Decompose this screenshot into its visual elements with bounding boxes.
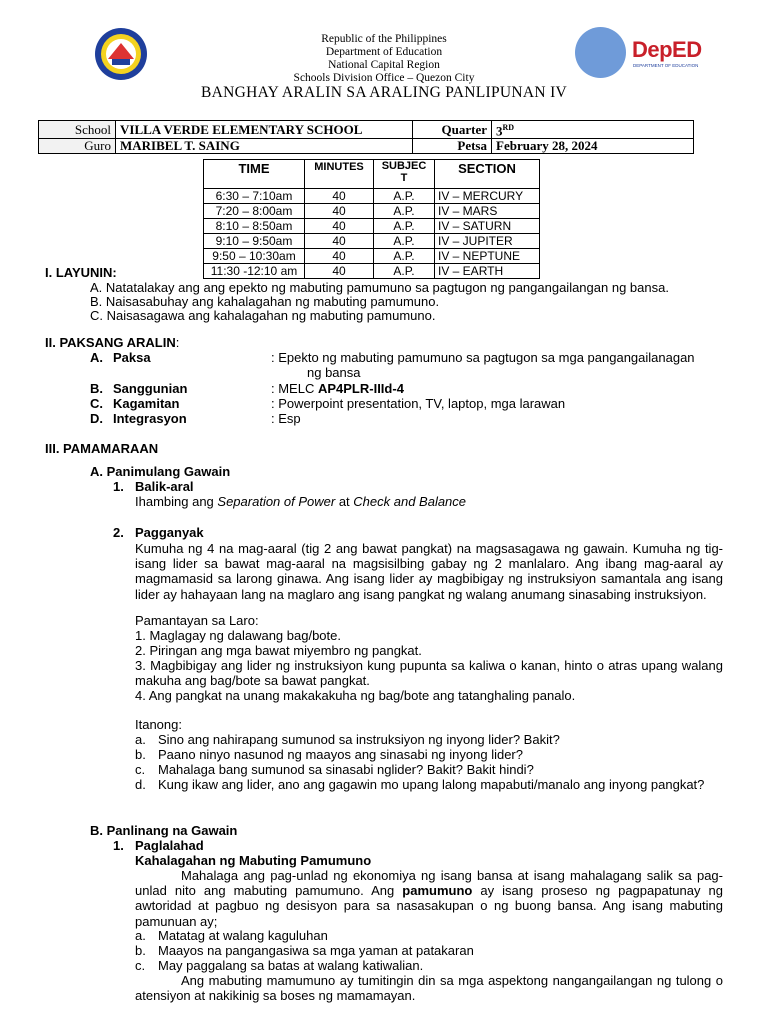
schedule-cell: A.P.	[374, 219, 435, 234]
quarter-sup: RD	[502, 123, 515, 132]
itanong-letter-a: a.	[135, 732, 146, 747]
paglalahad-label: Paglalahad	[135, 838, 204, 853]
paksang-aralin-heading	[45, 335, 179, 350]
schedule-cell: 40	[305, 204, 374, 219]
paglalahad-number: 1.	[113, 838, 124, 853]
header-region: National Capital Region	[328, 59, 440, 71]
pamantayan-item-4: 4. Ang pangkat na unang makakakuha ng bag/bote ang tatanghaling panalo.	[135, 688, 576, 703]
list-letter-c: c.	[135, 958, 146, 973]
deped-logo-circle	[575, 27, 626, 78]
schedule-header-subject: SUBJEC T	[374, 160, 435, 189]
list-item-c: May paggalang sa batas at walang katiwalian.	[158, 958, 424, 973]
paglalahad-paragraph-2: Ang mabuting mamumuno ay tumitingin din sa mga aspektong nangangailangan ng tulong o atensiyon at nakikinig sa boses ng mamamayan.	[135, 973, 723, 1004]
itanong-item-d: Kung ikaw ang lider, ano ang gagawin mo upang lalong mapabuti/manalo ang inyong pangkat?	[158, 777, 705, 792]
paksa-value-kagamitan: : Powerpoint presentation, TV, laptop, mga larawan	[271, 396, 566, 411]
paksa-label-sanggunian: Sanggunian	[113, 381, 188, 396]
pagganyak-number: 2.	[113, 525, 124, 540]
date-label: Petsa	[413, 139, 492, 154]
schedule-cell: IV – MARS	[435, 204, 540, 219]
balik-aral-text-4: Check and Balance	[353, 494, 467, 509]
paksa-letter-d: D.	[90, 411, 103, 426]
itanong-item-a: Sino ang nahirapang sumunod sa instruksiyon ng inyong lider? Bakit?	[158, 732, 560, 747]
balik-aral-text	[135, 494, 466, 509]
quarter-cell	[492, 121, 694, 139]
list-letter-b: b.	[135, 943, 146, 958]
schedule-cell: 40	[305, 249, 374, 264]
school-info-table	[38, 120, 694, 154]
pamamaraan-heading: III. PAMAMARAAN	[45, 441, 159, 456]
schedule-header-row	[204, 160, 540, 189]
paksa-label-integrasyon: Integrasyon	[113, 411, 187, 426]
table-row	[39, 139, 694, 154]
paksa-value-integrasyon: : Esp	[271, 411, 301, 426]
list-letter-a: a.	[135, 928, 146, 943]
schedule-cell: A.P.	[374, 249, 435, 264]
list-item-a: Matatag at walang kaguluhan	[158, 928, 328, 943]
itanong-item-b: Paano ninyo nasunod ng maayos ang sinasabi ng inyong lider?	[158, 747, 523, 762]
layunin-heading: I. LAYUNIN:	[45, 265, 117, 280]
itanong-letter-b: b.	[135, 747, 146, 762]
itanong-label: Itanong:	[135, 717, 182, 732]
quarter-value: 3	[496, 123, 503, 139]
pagganyak-label: Pagganyak	[135, 525, 204, 540]
panlinang-gawain-heading: B. Panlinang na Gawain	[90, 823, 238, 838]
table-row	[204, 204, 540, 219]
paksa-letter-c: C.	[90, 396, 103, 411]
balik-aral-label: Balik-aral	[135, 479, 194, 494]
paksang-aralin-heading-text: II. PAKSANG ARALIN	[45, 335, 176, 350]
schedule-header-time: TIME	[204, 160, 305, 189]
schedule-cell: A.P.	[374, 204, 435, 219]
header-department: Department of Education	[325, 46, 443, 58]
sanggunian-code: AP4PLR-IIId-4	[317, 381, 404, 396]
paksa-value-paksa-line2: ng bansa	[307, 365, 361, 380]
schedule-cell: 40	[305, 219, 374, 234]
paksa-label-kagamitan: Kagamitan	[113, 396, 180, 411]
table-row	[204, 219, 540, 234]
layunin-item-c: C. Naisasagawa ang kahalagahan ng mabuting pamumuno.	[90, 308, 436, 323]
schedule-cell: IV – SATURN	[435, 219, 540, 234]
schedule-header-section: SECTION	[435, 160, 540, 189]
para1-bold: pamumuno	[402, 883, 473, 899]
itanong-letter-d: d.	[135, 777, 146, 792]
pamantayan-label: Pamantayan sa Laro:	[135, 613, 259, 628]
paglalahad-paragraph-1	[135, 868, 723, 929]
paksa-letter-a: A.	[90, 350, 103, 365]
sanggunian-prefix: : MELC	[271, 381, 318, 396]
balik-aral-text-1: Ihambing ang	[135, 494, 218, 509]
schedule-cell: IV – EARTH	[435, 264, 540, 279]
schedule-header-minutes: MINUTES	[305, 160, 374, 189]
schedule-cell: A.P.	[374, 189, 435, 204]
paksa-label-paksa: Paksa	[113, 350, 151, 365]
itanong-item-c: Mahalaga bang sumunod sa sinasabi nglider? Bakit? Bakit hindi?	[158, 762, 534, 777]
schedule-cell: A.P.	[374, 234, 435, 249]
balik-aral-number: 1.	[113, 479, 124, 494]
para1-text-a: Mahalaga ang pag-unlad ng ekonomiya ng isang bansa at isang mahalagang salik sa pag-unlad nito ang mabuting pamumuno. Ang	[135, 868, 723, 899]
schedule-cell: 9:50 – 10:30am	[204, 249, 305, 264]
schedule-cell: 40	[305, 234, 374, 249]
schedule-table	[203, 159, 540, 279]
pamantayan-item-2: 2. Piringan ang mga bawat miyembro ng pangkat.	[135, 643, 422, 658]
balik-aral-text-2: Separation of Power	[217, 494, 336, 509]
schedule-cell: IV – MERCURY	[435, 189, 540, 204]
section-subtitle: Kahalagahan ng Mabuting Pamumuno	[135, 853, 372, 868]
paksa-value-paksa: : Epekto ng mabuting pamumuno sa pagtugon sa mga pangangailanagan	[271, 350, 695, 365]
quarter-label: Quarter	[413, 121, 492, 139]
deped-logo-text: DepED	[632, 37, 702, 62]
layunin-item-b: B. Naisasabuhay ang kahalagahan ng mabuting pamumuno.	[90, 294, 440, 309]
table-row	[204, 234, 540, 249]
schedule-cell: IV – NEPTUNE	[435, 249, 540, 264]
schedule-cell: 9:10 – 9:50am	[204, 234, 305, 249]
schedule-cell: 7:20 – 8:00am	[204, 204, 305, 219]
deped-logo	[575, 27, 705, 77]
table-row	[39, 121, 694, 139]
schedule-cell: 8:10 – 8:50am	[204, 219, 305, 234]
teacher-value: MARIBEL T. SAING	[116, 139, 413, 154]
date-value: February 28, 2024	[492, 139, 694, 154]
layunin-item-a: A. Natatalakay ang ang epekto ng mabuting pamumuno sa pagtugon ng pangangailangan ng bansa.	[90, 280, 669, 295]
paksang-aralin-colon: :	[175, 335, 180, 350]
panimulang-gawain-heading: A. Panimulang Gawain	[90, 464, 231, 479]
schedule-cell: 6:30 – 7:10am	[204, 189, 305, 204]
header-republic: Republic of the Philippines	[321, 33, 447, 45]
para1-text-b: ay isang proseso ng pagpapatunay ng awtoridad at pagbuo ng desisyon para sa nasasakupan o ng buong bansa. Ang isang mabuting pamunuan ay;	[135, 883, 724, 929]
paksa-letter-b: B.	[90, 381, 103, 396]
schedule-cell: 40	[305, 189, 374, 204]
paksa-value-sanggunian	[271, 381, 404, 396]
page-title: BANGHAY ARALIN SA ARALING PANLIPUNAN IV	[200, 84, 568, 101]
pamantayan-item-1: 1. Maglagay ng dalawang bag/bote.	[135, 628, 341, 643]
schedule-cell: IV – JUPITER	[435, 234, 540, 249]
schedule-cell: A.P.	[374, 264, 435, 279]
table-row	[204, 249, 540, 264]
table-row	[204, 189, 540, 204]
schedule-cell: 40	[305, 264, 374, 279]
teacher-label: Guro	[39, 139, 116, 154]
school-label: School	[39, 121, 116, 139]
list-item-b: Maayos na pangangasiwa sa mga yaman at patakaran	[158, 943, 474, 958]
pamantayan-item-3: 3. Magbibigay ang lider ng instruksiyon kung pupunta sa kaliwa o kanan, hinto o atras upang walang makuha ang bag/bote sa bawat pangkat.	[135, 658, 723, 689]
deped-logo-subtext: DEPARTMENT OF EDUCATION	[633, 63, 699, 68]
schedule-cell: 11:30 -12:10 am	[204, 264, 305, 279]
school-value: VILLA VERDE ELEMENTARY SCHOOL	[116, 121, 413, 139]
table-row	[204, 264, 540, 279]
itanong-letter-c: c.	[135, 762, 146, 777]
balik-aral-text-3: at	[335, 494, 354, 509]
pagganyak-paragraph: Kumuha ng 4 na mag-aaral (tig 2 ang bawat pangkat) na magsasagawa ng gawain. Kumuha ng tig-isang lider sa bawat mag-aaral na magsisilbing gabay ng 2 manlalaro. Ang ibang mag-aaral ay magmamasid sa larong ginawa. Ang isang lider ay magbibigay ng instruksiyon samantala ang isang lider ay hahayaan lang na maglaro ang isang pangkat ng walang anumang sinasabing instruksiyon.	[135, 541, 723, 602]
header-division: Schools Division Office – Quezon City	[293, 72, 475, 84]
